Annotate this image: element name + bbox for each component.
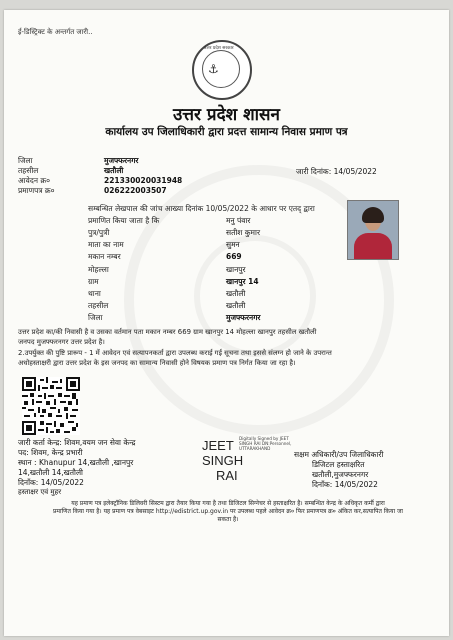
issuer-date: दिनाँक: 14/05/2022 <box>18 478 84 487</box>
detail-value-police-station: खतौली <box>226 289 246 298</box>
signature-name-3: RAI <box>216 468 238 483</box>
signature-detail-1: Digitally Signed by JEET <box>239 436 289 441</box>
detail-value-house: 669 <box>226 252 242 261</box>
digital-signature <box>202 438 243 483</box>
detail-value-name: मनु पंवार <box>226 216 251 225</box>
issue-date: जारी दिनांक: 14/05/2022 <box>296 167 377 176</box>
detail-value-mohalla: खानपुर <box>226 265 246 274</box>
detail-label-house: मकान नम्बर <box>88 252 121 261</box>
confirmation-line-1: 2.उपर्युक्त की पुष्टि प्रारूप - 1 में आवेदन एवं सत्यापनकर्ता द्वारा उपलब्ध कराई गई सूचना तथा इससे संलग्न हो जाने के उपरान्त <box>18 349 332 357</box>
up-government-emblem <box>192 40 252 100</box>
certificate-no-value: 026222003507 <box>104 186 167 195</box>
detail-value-district: मुजफ्फरनगर <box>226 313 261 322</box>
confirmation-line-2: अधोहस्ताक्षरी द्वारा उत्तर प्रदेश के इस जनपद का सामान्य निवासी होने विषयक प्रमाण पत्र निर्गत किया जा रहा है। <box>18 358 296 367</box>
issuer-center: जारी कर्ता केन्द्र: शिवम,वयम जन सेवा केन्द्र <box>18 438 136 447</box>
signature-name-2: SINGH <box>202 453 244 468</box>
page-title: उत्तर प्रदेश शासन <box>172 105 280 125</box>
detail-value-village: खानपुर 14 <box>226 277 259 286</box>
page-subtitle: कार्यालय उप जिलाधिकारी द्वारा प्रदत्त सामान्य निवास प्रमाण पत्र <box>105 126 348 138</box>
certificate-page <box>4 10 449 636</box>
signature-name-1: JEET <box>202 438 234 453</box>
detail-value-parent: सतीश कुमार <box>226 228 261 237</box>
detail-label-mother: माता का नाम <box>88 240 124 249</box>
signature-seal-label: हस्ताक्षर एवं मुहर <box>18 488 62 496</box>
top-note: ई-डिस्ट्रिक्ट के अन्तर्गत जारी.. <box>18 28 93 36</box>
issuer-designation: पद: शिवम, केन्द्र प्रभारी <box>18 448 83 457</box>
verification-intro: सम्बन्धित लेखपाल की जांच आख्या दिनांक 10/05/2022 के आधार पर एतद् द्वारा <box>88 204 315 213</box>
detail-label-village: ग्राम <box>88 277 99 286</box>
digitally-signed-label: डिजिटल हस्ताक्षरित <box>312 460 365 469</box>
footer-line-2: प्रमाणित किया गया है। यह प्रमाण पत्र वेबसाइट http://edistrict.up.gov.in पर उपलब्ध पहले आवेदन क्र० फिर प्रमाणपत्र क्र० अंकित कर,सत्यापित किया जा <box>53 508 403 515</box>
district-value: मुजफ्फरनगर <box>104 156 139 165</box>
district-label: जिला <box>18 156 33 165</box>
confirmation-paragraph <box>18 349 438 368</box>
detail-label-parent: पुत्र/पुत्री <box>88 228 110 237</box>
detail-value-tehsil: खतौली <box>226 301 246 310</box>
application-no-value: 221330020031948 <box>104 176 183 185</box>
detail-value-mother: सुमन <box>226 240 240 249</box>
detail-label-tehsil: तहसील <box>88 301 109 310</box>
signature-detail-2: SINGH RAI DN:Personnel, <box>239 441 292 446</box>
detail-label-mohalla: मोहल्ला <box>88 265 109 274</box>
detail-label-certify: प्रमाणित किया जाता है कि <box>88 216 160 225</box>
detail-label-police-station: थाना <box>88 289 101 298</box>
competent-officer: सक्षम अधिकारी/उप जिलाधिकारी <box>294 450 384 459</box>
officer-date: दिनाँक: 14/05/2022 <box>312 480 378 489</box>
fish-bow-icon: ⚓ <box>208 62 219 76</box>
issuer-location-2: 14,खतौली 14,खतौली <box>18 468 83 477</box>
applicant-photo <box>347 200 399 260</box>
certificate-no-label: प्रमाणपत्र क्र० <box>18 186 55 195</box>
emblem-text: उत्तर प्रदेश सरकार <box>204 46 234 51</box>
residence-line-1: उत्तर प्रदेश का/की निवासी है व उसका वर्तमान पता मकान नम्बर 669 ग्राम खानपुर 14 मोहल्ला खानपुर तहसील खतौली <box>18 328 317 336</box>
officer-location: खतौली,मुजफ्फरनगर <box>312 470 369 479</box>
detail-label-district: जिला <box>88 313 103 322</box>
footer-line-3: सकता है। <box>217 516 239 523</box>
issuer-location: स्थान : Khanupur 14,खतौली ,खानपुर <box>18 458 134 467</box>
signature-details <box>239 436 292 451</box>
tehsil-value: खतौली <box>104 166 124 175</box>
signature-detail-3: UTTARAKHAND <box>239 446 271 451</box>
footer-line-1: यह प्रमाण पत्र इलेक्ट्रॉनिक डिलिवरी सिस्टम द्वारा तैयार किया गया है तथा डिजिटल सिग्नेचर से हस्ताक्षरित है। सम्बन्धित केन्द्र के अधिकृत कर्मी द्वारा <box>71 500 385 507</box>
footer-note <box>28 500 428 524</box>
application-no-label: आवेदन क्र० <box>18 176 51 185</box>
residence-paragraph <box>18 328 438 347</box>
tehsil-label: तहसील <box>18 166 39 175</box>
residence-line-2: जनपद मुजफ्फरनगर उत्तर प्रदेश है। <box>18 337 105 346</box>
verification-qr-code <box>22 377 80 435</box>
